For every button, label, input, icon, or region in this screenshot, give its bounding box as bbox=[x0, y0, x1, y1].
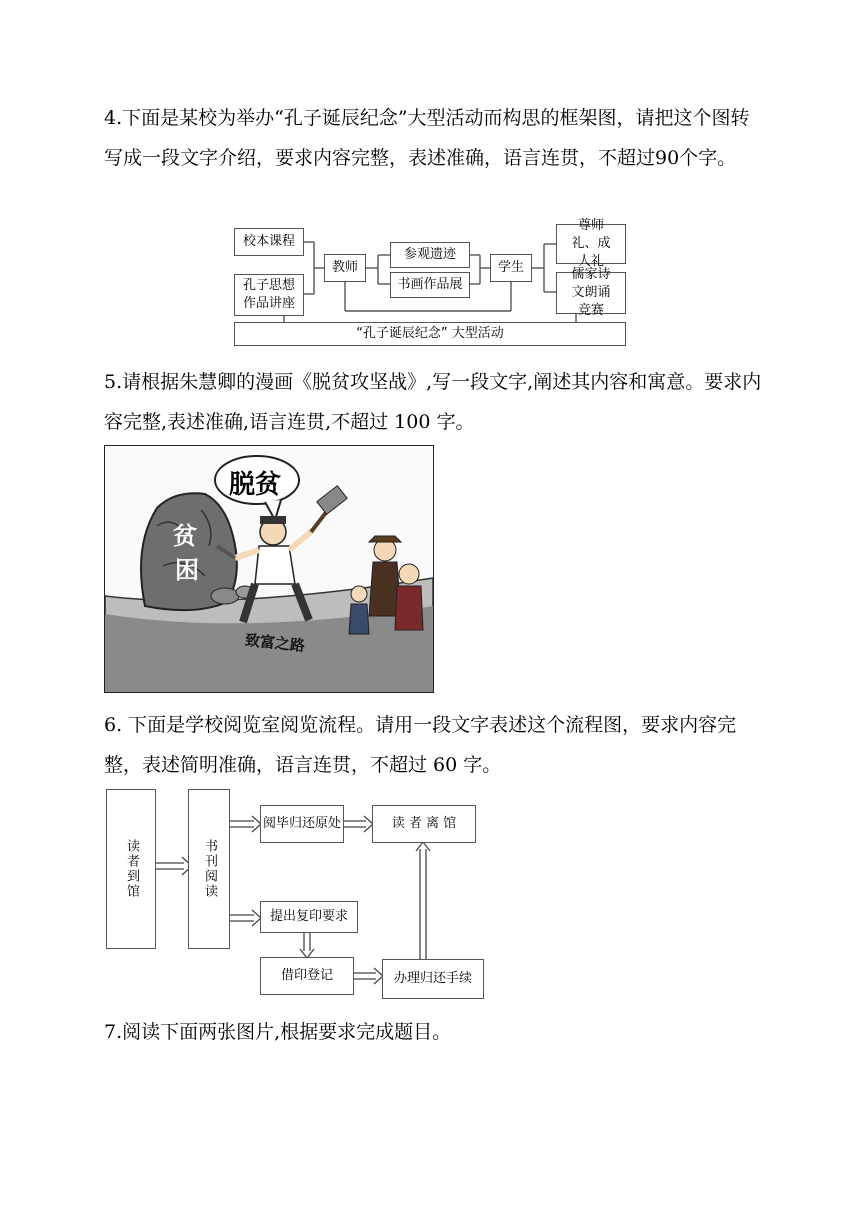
node-return-original-place: 阅毕归还原处 bbox=[260, 805, 344, 843]
question-6-text: 6. 下面是学校阅览室阅览流程。请用一段文字表述这个流程图，要求内容完整，表述简明准确，语言连贯，不超过 60 字。 bbox=[104, 714, 737, 776]
node-activity-bar: “孔子诞辰纪念” 大型活动 bbox=[234, 322, 626, 346]
node-reader-arrive-text: 读者到馆 bbox=[124, 839, 139, 899]
speech-bubble-text: 脱贫 bbox=[229, 470, 282, 500]
node-book-reading bbox=[188, 789, 230, 949]
node-reader-arrive bbox=[106, 789, 156, 949]
node-teacher: 教师 bbox=[324, 254, 366, 282]
node-reader-leave: 读 者 离 馆 bbox=[372, 805, 476, 843]
node-poetry-contest: 儒家诗文朗诵竞赛 bbox=[556, 272, 626, 314]
poverty-cartoon-image bbox=[104, 445, 434, 693]
node-confucius-lecture: 孔子思想作品讲座 bbox=[234, 274, 304, 316]
node-school-course: 校本课程 bbox=[234, 228, 304, 256]
node-student: 学生 bbox=[490, 254, 532, 282]
question-4-text: 4.下面是某校为举办“孔子诞辰纪念”大型活动而构思的框架图，请把这个图转写成一段文字介绍，要求内容完整，表述准确，语言连贯，不超过90个字。 bbox=[104, 107, 750, 169]
rock-label-bottom: 困 bbox=[175, 556, 199, 584]
question-5-text: 5.请根据朱慧卿的漫画《脱贫攻坚战》,写一段文字,阐述其内容和寓意。要求内容完整,表述准确,语言连贯,不超过 100 字。 bbox=[104, 371, 762, 433]
question-7-text: 7.阅读下面两张图片,根据要求完成题目。 bbox=[104, 1021, 452, 1043]
confucius-framework-diagram bbox=[232, 218, 628, 350]
node-rites: 尊师礼、成人礼 bbox=[556, 224, 626, 264]
rock-label-top: 贫 bbox=[173, 522, 197, 550]
node-borrow-register: 借印登记 bbox=[260, 957, 354, 995]
reading-room-flowchart bbox=[104, 787, 494, 1003]
node-copy-request: 提出复印要求 bbox=[260, 901, 358, 933]
node-book-reading-text: 书刊阅读 bbox=[202, 839, 217, 899]
node-calligraphy-exhibition: 书画作品展 bbox=[390, 272, 470, 298]
node-visit-relics: 参观遗迹 bbox=[390, 242, 470, 268]
road-label: 致富之路 bbox=[244, 630, 306, 656]
node-return-procedure: 办理归还手续 bbox=[382, 959, 484, 999]
